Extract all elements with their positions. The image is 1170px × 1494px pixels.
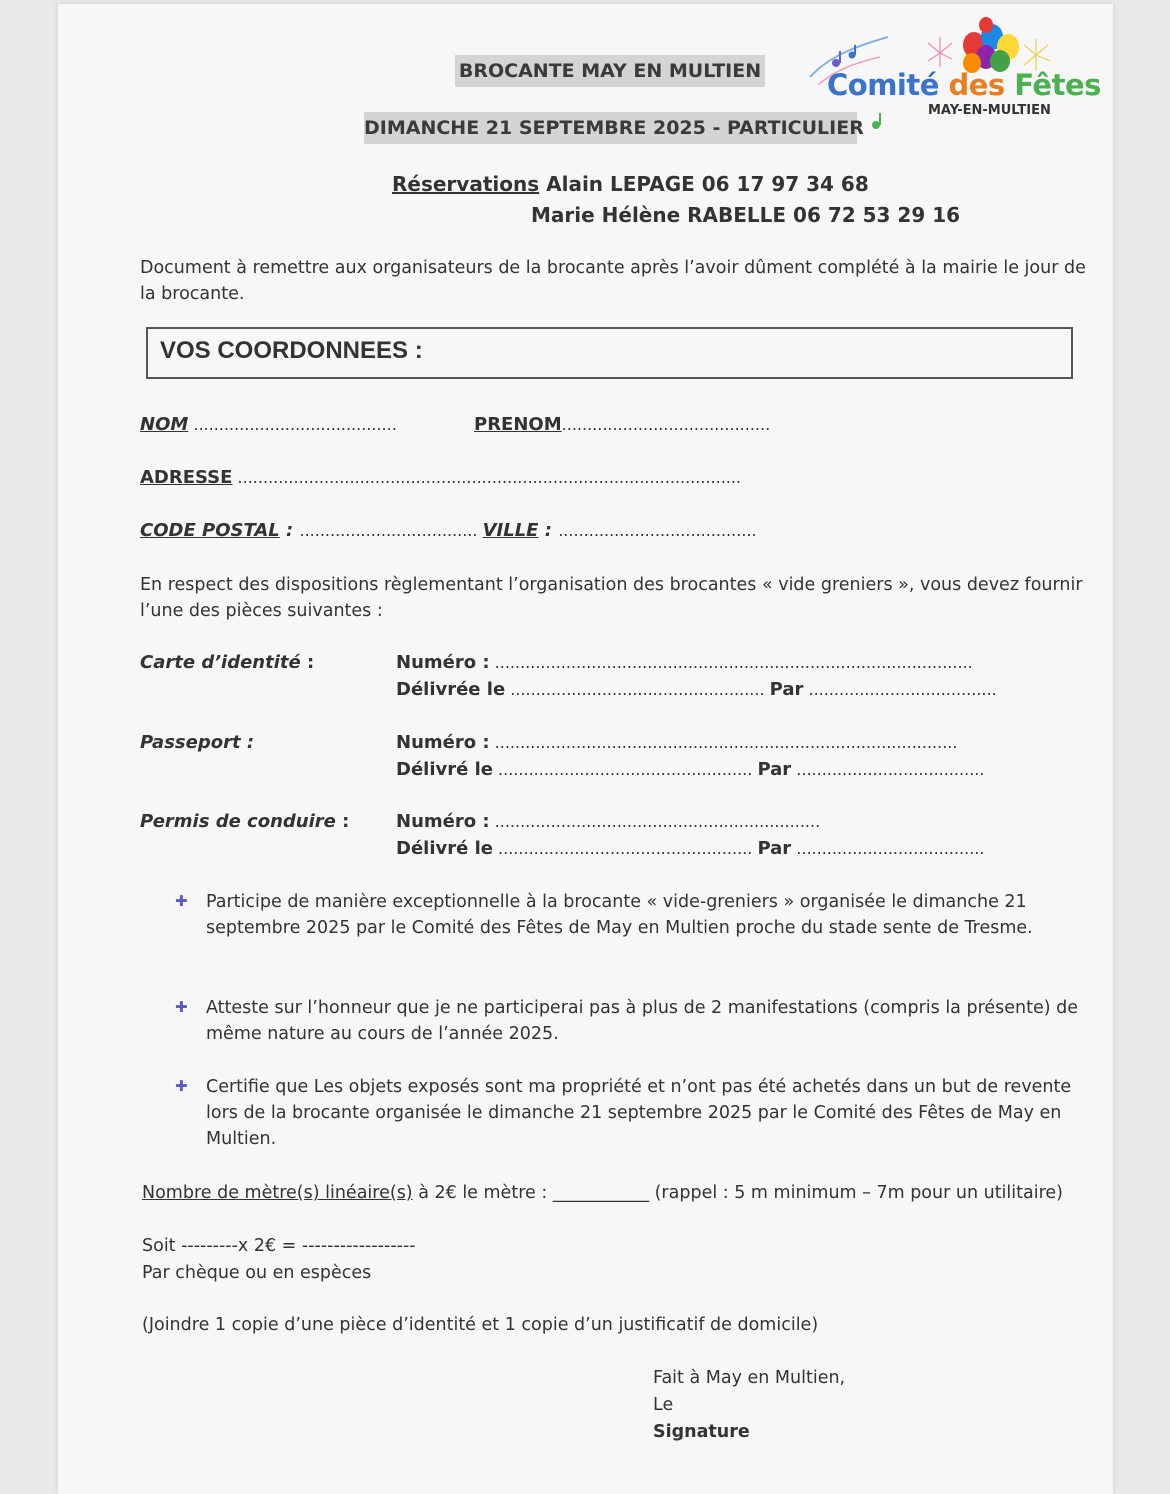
- intro-text: Document à remettre aux organisateurs de la brocante après l’avoir dûment complété à la mairie le jour de la brocante.: [140, 258, 1086, 304]
- code-postal-ville-field[interactable]: CODE POSTAL : ................................... VILLE : .......................................: [140, 520, 757, 541]
- reservations-line-1: [392, 172, 869, 196]
- nom-field[interactable]: [140, 414, 397, 435]
- coordonnees-section-box: [146, 327, 1073, 379]
- payment-method: Par chèque ou en espèces: [142, 1263, 372, 1283]
- logo-title: Comité des Fêtes: [827, 68, 1101, 102]
- soit-calculation: Soit ---------x 2€ = ------------------: [142, 1236, 416, 1256]
- reservations-label: Réservations: [392, 172, 540, 196]
- section-title: VOS COORDONNEES :: [160, 337, 423, 364]
- reservations-contact-2: Marie Hélène RABELLE 06 72 53 29 16: [531, 203, 961, 227]
- metres-blank[interactable]: ___________: [552, 1183, 650, 1203]
- prenom-field[interactable]: [474, 414, 770, 435]
- nom-dots: ........................................: [193, 415, 397, 434]
- code-postal-label: CODE POSTAL: [140, 520, 280, 541]
- ville-label: VILLE: [482, 520, 539, 541]
- declaration-1: Participe de manière exceptionnelle à la brocante « vide-greniers » organisée le dimanche 21 septembre 2025 par le Comité des Fêtes de May en Multien proche du stade sente de Tresme.: [206, 892, 1033, 938]
- signature-place: Fait à May en Multien,: [653, 1368, 846, 1388]
- doc-label-permis: Permis de conduire :: [140, 811, 350, 832]
- prenom-dots: .........................................: [561, 415, 771, 434]
- arrow-bullet-icon: ✚: [175, 892, 188, 910]
- permis-numero-field[interactable]: Numéro : ................................................................: [396, 811, 821, 832]
- code-postal-dots: ...................................: [299, 521, 478, 540]
- header-title: BROCANTE MAY EN MULTIEN: [455, 55, 765, 87]
- nom-label: NOM: [140, 414, 189, 435]
- signature-label[interactable]: Signature: [653, 1422, 750, 1442]
- arrow-bullet-icon: ✚: [175, 998, 188, 1016]
- metres-line[interactable]: Nombre de mètre(s) linéaire(s) à 2€ le mètre : ___________ (rappel : 5 m minimum – 7m pour un utilitaire): [142, 1183, 1063, 1203]
- adresse-label: ADRESSE: [140, 467, 233, 488]
- passeport-delivre-field[interactable]: Délivré le .................................................. Par .....................................: [396, 759, 985, 780]
- metres-label: Nombre de mètre(s) linéaire(s): [142, 1183, 413, 1203]
- arrow-bullet-icon: ✚: [175, 1077, 188, 1095]
- declaration-2: Atteste sur l’honneur que je ne participerai pas à plus de 2 manifestations (compris la présente) de même nature au cours de l’année 2025.: [206, 998, 1079, 1044]
- signature-date[interactable]: Le: [653, 1395, 674, 1415]
- joindre-note: (Joindre 1 copie d’une pièce d’identité et 1 copie d’un justificatif de domicile): [142, 1315, 819, 1335]
- doc-label-carte-identite: Carte d’identité :: [140, 652, 315, 673]
- ville-dots: .......................................: [558, 521, 757, 540]
- logo-subtitle: MAY-EN-MULTIEN: [928, 103, 1051, 118]
- carte-numero-field[interactable]: Numéro : ..............................................................................................: [396, 652, 973, 673]
- adresse-dots: ...................................................................................................: [237, 468, 742, 487]
- prenom-label: PRENOM: [474, 414, 562, 435]
- header-date-line: DIMANCHE 21 SEPTEMBRE 2025 - PARTICULIER: [364, 112, 857, 144]
- carte-delivree-field[interactable]: Délivrée le .................................................. Par .....................................: [396, 679, 997, 700]
- adresse-field[interactable]: [140, 467, 741, 488]
- permis-delivre-field[interactable]: Délivré le .................................................. Par .....................................: [396, 838, 985, 859]
- comite-des-fetes-logo: [800, 15, 1101, 135]
- requirements-text: En respect des dispositions règlementant l’organisation des brocantes « vide greniers », vous devez fournir l’une des pièces suivantes :: [140, 575, 1083, 621]
- declaration-3: Certifie que Les objets exposés sont ma propriété et n’ont pas été achetés dans un but de revente lors de la brocante organisée le dimanche 21 septembre 2025 par le Comité des Fêtes de May en Multien.: [206, 1077, 1072, 1149]
- reservations-contact-1: Alain LEPAGE 06 17 97 34 68: [546, 172, 869, 196]
- passeport-numero-field[interactable]: Numéro : ...........................................................................................: [396, 732, 958, 753]
- doc-label-passeport: Passeport :: [140, 732, 255, 753]
